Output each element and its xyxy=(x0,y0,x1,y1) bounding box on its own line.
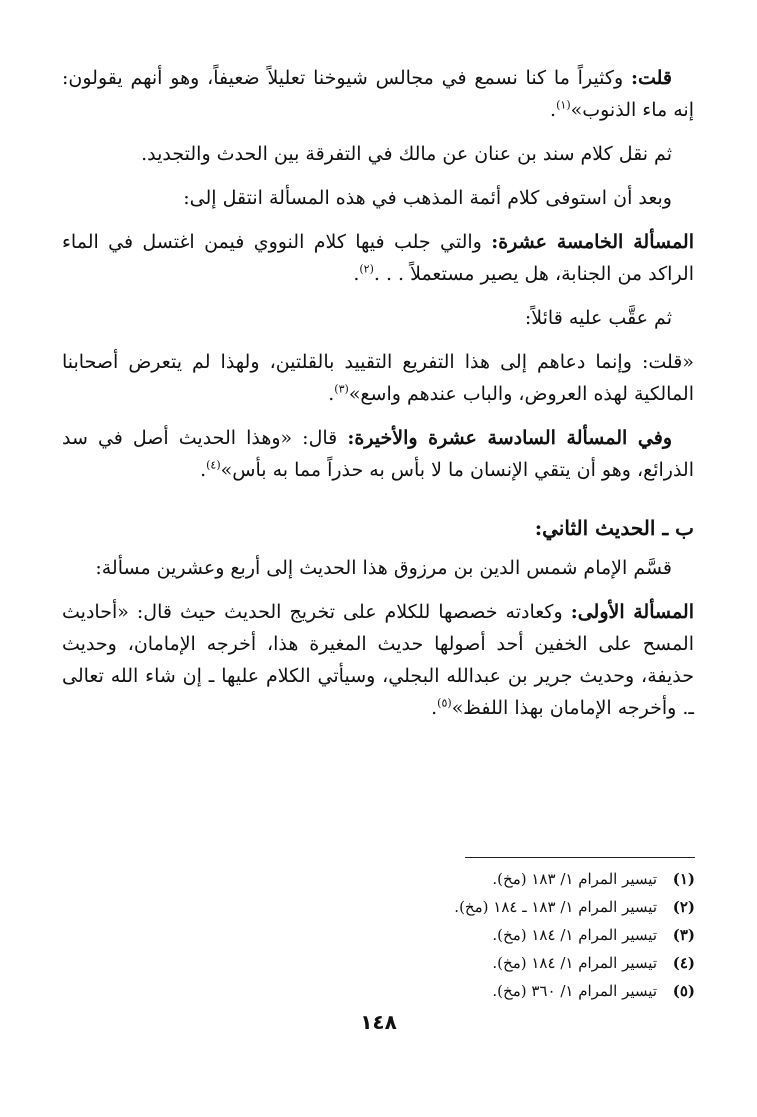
paragraph-5 xyxy=(62,302,694,334)
footnote-item xyxy=(63,949,695,977)
tail: . xyxy=(200,459,207,481)
tail: . xyxy=(431,697,438,719)
text: وكثيراً ما كنا نسمع في مجالس شيوخنا تعليلاً ضعيفاً، وهو أنهم يقولون: إنه ماء الذنوب» xyxy=(62,67,694,121)
tail: . xyxy=(328,383,335,405)
footnote-ref[interactable]: (٣) xyxy=(334,382,349,396)
footnote-number: (٣) xyxy=(672,926,695,944)
text: ثم نقل كلام سند بن عنان عن مالك في التفرقة بين الحدث والتجديد. xyxy=(141,143,672,165)
footnote-item xyxy=(63,893,695,921)
paragraph-2 xyxy=(62,138,694,170)
lead: «قلت: xyxy=(641,351,694,373)
paragraph-6 xyxy=(62,346,694,410)
tail: . xyxy=(353,263,360,285)
footnote-item xyxy=(63,865,695,893)
footnote-text: تيسير المرام ١/ ١٨٤ (مخ). xyxy=(492,926,657,944)
footnote-ref[interactable]: (٤) xyxy=(206,458,221,472)
lead: وفي المسألة السادسة عشرة والأخيرة: xyxy=(347,427,673,449)
lead: قلت: xyxy=(630,67,672,89)
footnote-text: تيسير المرام ١/ ١٨٣ (مخ). xyxy=(492,870,657,888)
footnote-number: (١) xyxy=(672,870,695,888)
footnote-number: (٢) xyxy=(672,898,695,916)
text: قسَّم الإمام شمس الدين بن مرزوق هذا الحديث إلى أربع وعشرين مسألة: xyxy=(95,557,672,579)
text: وكعادته خصصها للكلام على تخريج الحديث حيث قال: «أحاديث المسح على الخفين أحد أصولها حديث المغيرة هذا، أخرجه الإمامان، وحديث حذيفة، وحديث جرير بن عبدالله البجلي، وسيأتي الكلام عليها ـ إن شاء الله تعالى ـ. وأخرجه الإمامان بهذا اللفظ» xyxy=(62,601,694,719)
lead: المسألة الخامسة عشرة: xyxy=(491,231,695,253)
text: وبعد أن استوفى كلام أئمة المذهب في هذه المسألة انتقل إلى: xyxy=(183,187,672,209)
paragraph-4 xyxy=(62,226,694,290)
footnotes xyxy=(63,865,695,1005)
footnote-text: تيسير المرام ١/ ٣٦٠ (مخ). xyxy=(492,982,657,1000)
footnote-number: (٤) xyxy=(672,954,695,972)
footnote-item xyxy=(63,977,695,1005)
text: والتي جلب فيها كلام النووي فيمن اغتسل في الماء الراكد من الجنابة، هل يصير مستعملاً . . . xyxy=(62,231,694,285)
paragraph-1 xyxy=(62,62,694,126)
footnote-ref[interactable]: (١) xyxy=(556,98,571,112)
footnote-text: تيسير المرام ١/ ١٨٣ ـ ١٨٤ (مخ). xyxy=(454,898,657,916)
paragraph-7 xyxy=(62,422,694,486)
footnote-item xyxy=(63,921,695,949)
paragraph-9 xyxy=(62,596,694,724)
paragraph-8 xyxy=(62,552,694,584)
paragraph-3 xyxy=(62,182,694,214)
lead: المسألة الأولى: xyxy=(570,601,694,623)
footnote-divider xyxy=(465,857,695,858)
text: وإنما دعاهم إلى هذا التفريع التقييد بالقلتين، ولهذا لم يتعرض أصحابنا المالكية لهذه العروض، والباب عندهم واسع» xyxy=(62,351,694,405)
page-body xyxy=(62,62,694,736)
footnote-number: (٥) xyxy=(672,982,695,1000)
footnote-ref[interactable]: (٢) xyxy=(359,262,374,276)
section-heading: ب ـ الحديث الثاني: xyxy=(534,516,694,540)
footnote-text: تيسير المرام ١/ ١٨٤ (مخ). xyxy=(492,954,657,972)
footnote-ref[interactable]: (٥) xyxy=(437,696,452,710)
text: قال: «وهذا الحديث أصل في سد الذرائع، وهو أن يتقي الإنسان ما لا بأس به حذراً مما به بأس» xyxy=(62,427,694,481)
page-number: ١٤٨ xyxy=(360,1010,397,1034)
tail: . xyxy=(550,99,557,121)
text: ثم عقَّب عليه قائلاً: xyxy=(524,307,672,329)
